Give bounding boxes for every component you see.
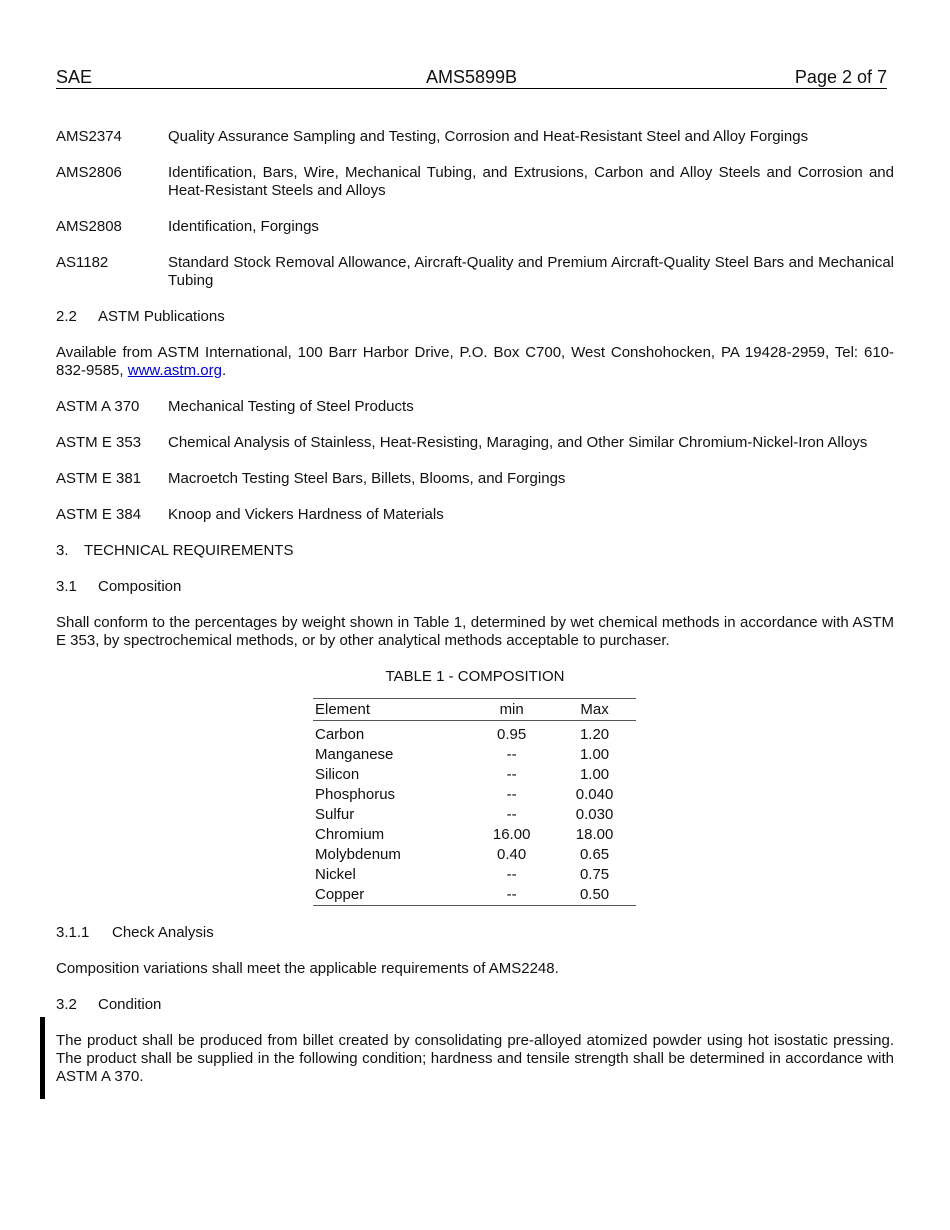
reference-item xyxy=(56,164,894,200)
cell-min: -- xyxy=(506,746,517,763)
cell-element: Carbon xyxy=(315,726,365,743)
reference-code: AMS2806 xyxy=(56,164,122,181)
cell-element: Copper xyxy=(313,885,470,906)
astm-availability-end: . xyxy=(221,362,227,379)
table-row xyxy=(313,765,636,785)
reference-title: Standard Stock Removal Allowance, Aircraft-Quality and Premium Aircraft-Quality Steel Bars and Mechanical Tubing xyxy=(168,254,894,289)
reference-code: AS1182 xyxy=(56,254,109,271)
table-row xyxy=(313,721,636,746)
astm-website-link[interactable]: www.astm.org xyxy=(127,362,222,379)
reference-code: ASTM A 370 xyxy=(56,398,140,415)
section-title: TECHNICAL REQUIREMENTS xyxy=(84,542,294,559)
revision-change-bar xyxy=(40,1017,45,1099)
astm-availability-text: Available from ASTM International, 100 Barr Harbor Drive, P.O. Box C700, West Conshohocken, PA 19428-2959, Tel: 610-832-9585, xyxy=(56,344,894,379)
composition-table xyxy=(313,698,636,906)
reference-item xyxy=(56,506,894,524)
section-number: 3.1 xyxy=(56,578,77,595)
table-row xyxy=(313,865,636,885)
cell-min: -- xyxy=(506,786,517,803)
reference-code: ASTM E 353 xyxy=(56,434,142,451)
cell-max: 0.75 xyxy=(579,866,610,883)
composition-paragraph: Shall conform to the percentages by weight shown in Table 1, determined by wet chemical methods in accordance with ASTM E 353, by spectrochemical methods, or by other analytical methods acceptable to purchaser. xyxy=(56,614,894,649)
header-doc-id: AMS5899B xyxy=(425,67,518,87)
reference-title: Chemical Analysis of Stainless, Heat-Resisting, Maraging, and Other Similar Chromium-Nickel-Iron Alloys xyxy=(168,434,868,451)
section-heading-3-2 xyxy=(56,996,894,1014)
cell-max: 0.040 xyxy=(575,786,614,803)
section-heading-3-1-1 xyxy=(56,924,894,942)
table-row xyxy=(313,845,636,865)
reference-title: Identification, Forgings xyxy=(168,218,319,235)
section-heading-2-2 xyxy=(56,308,894,326)
table-row xyxy=(313,805,636,825)
table-row xyxy=(313,785,636,805)
reference-item xyxy=(56,254,894,290)
section-number: 3.1.1 xyxy=(56,924,90,941)
cell-element: Phosphorus xyxy=(315,786,396,803)
check-analysis-paragraph: Composition variations shall meet the applicable requirements of AMS2248. xyxy=(56,960,559,977)
header-max: Max xyxy=(553,699,636,721)
reference-title: Knoop and Vickers Hardness of Materials xyxy=(168,506,444,523)
reference-item xyxy=(56,434,894,452)
cell-element: Nickel xyxy=(315,866,356,883)
table-row xyxy=(313,745,636,765)
section-number: 2.2 xyxy=(56,308,77,325)
cell-max: 0.030 xyxy=(575,806,614,823)
reference-code: AMS2808 xyxy=(56,218,122,235)
cell-max: 1.00 xyxy=(579,766,610,783)
cell-max: 18.00 xyxy=(575,826,614,843)
cell-element: Sulfur xyxy=(315,806,355,823)
section-title: Check Analysis xyxy=(112,924,214,941)
section-title: Composition xyxy=(98,578,182,595)
header-page-number: Page 2 of 7 xyxy=(794,67,887,87)
reference-title: Identification, Bars, Wire, Mechanical Tubing, and Extrusions, Carbon and Alloy Steels and Corrosion and Heat-Resistant Steels and Alloys xyxy=(168,164,894,199)
header-org: SAE xyxy=(56,67,93,87)
cell-min: -- xyxy=(506,766,517,783)
reference-item xyxy=(56,398,894,416)
header-element: Element xyxy=(313,699,470,721)
condition-paragraph: The product shall be produced from billet created by consolidating pre-alloyed atomized powder using hot isostatic pressing. The product shall be supplied in the following condition; hardness and tensile strength shall be determined in accordance with ASTM A 370. xyxy=(56,1032,894,1085)
table-header-row xyxy=(313,699,636,721)
reference-code: AMS2374 xyxy=(56,128,122,145)
reference-code: ASTM E 381 xyxy=(56,470,142,487)
page-header xyxy=(56,66,887,89)
section-heading-3-1 xyxy=(56,578,894,596)
section-title: ASTM Publications xyxy=(98,308,225,325)
reference-item xyxy=(56,470,894,488)
cell-element: Silicon xyxy=(315,766,360,783)
section-heading-3 xyxy=(56,542,894,560)
cell-min: 16.00 xyxy=(492,826,531,843)
reference-item xyxy=(56,218,894,236)
reference-title: Quality Assurance Sampling and Testing, Corrosion and Heat-Resistant Steel and Alloy Forgings xyxy=(168,128,809,145)
section-title: Condition xyxy=(98,996,162,1013)
cell-max: 1.00 xyxy=(579,746,610,763)
cell-max: 1.20 xyxy=(579,726,610,743)
table-row xyxy=(313,825,636,845)
header-min: min xyxy=(470,699,553,721)
section-number: 3. xyxy=(56,542,69,559)
table-row xyxy=(313,885,636,906)
reference-title: Macroetch Testing Steel Bars, Billets, Blooms, and Forgings xyxy=(168,470,566,487)
cell-min: 0.95 xyxy=(497,726,527,743)
section-number: 3.2 xyxy=(56,996,77,1013)
cell-min: -- xyxy=(506,866,517,883)
reference-code: ASTM E 384 xyxy=(56,506,142,523)
astm-availability-paragraph xyxy=(56,344,894,380)
cell-element: Manganese xyxy=(315,746,394,763)
cell-min: 0.40 xyxy=(497,846,527,863)
cell-max: 0.50 xyxy=(553,885,636,906)
cell-element: Molybdenum xyxy=(315,846,401,863)
reference-item xyxy=(56,128,894,146)
cell-max: 0.65 xyxy=(579,846,610,863)
document-body xyxy=(56,128,894,1104)
reference-title: Mechanical Testing of Steel Products xyxy=(168,398,414,415)
cell-element: Chromium xyxy=(315,826,385,843)
table-caption: TABLE 1 - COMPOSITION xyxy=(385,668,565,685)
cell-min: -- xyxy=(470,885,553,906)
cell-min: -- xyxy=(506,806,517,823)
